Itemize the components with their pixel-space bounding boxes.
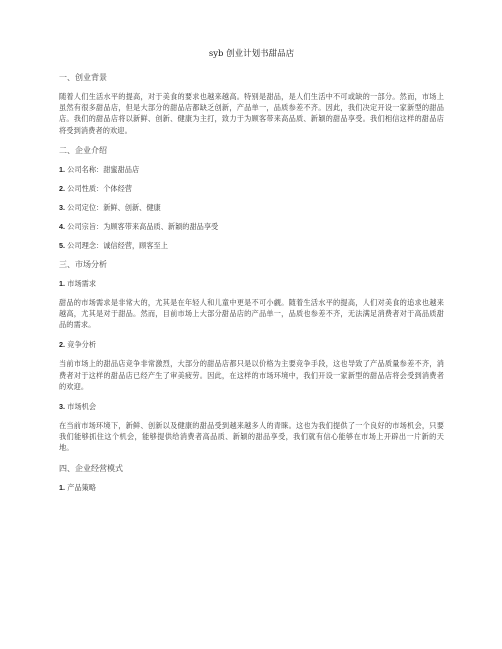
paragraph-background: 随着人们生活水平的提高，对于美食的要求也越来越高。特别是甜品，是人们生活中不可或缺的一部分。然而，市场上虽然有很多甜品店，但是大部分的甜品店都缺乏创新，产品单一，品质参差不齐。因此，我们决定开设一家新型的甜品店。我们的甜品店将以新鲜、创新、健康为主打，致力于为顾客带来高品质、新颖的甜品享受。我们相信这样的甜品店将受到消费者的欢迎。 <box>59 92 444 135</box>
section-heading-business-model: 四、企业经营模式 <box>59 463 123 473</box>
item-text: 公司性质：个体经营 <box>67 183 132 193</box>
document-page <box>59 48 444 501</box>
list-item <box>59 221 444 232</box>
item-text: 公司理念：诚信经营，顾客至上 <box>67 240 168 250</box>
sub-number: 3. <box>59 402 65 412</box>
sub-label: 产品策略 <box>67 482 97 492</box>
sub-label: 市场机会 <box>67 402 97 412</box>
item-text: 公司定位：新鲜、创新、健康 <box>67 202 161 212</box>
paragraph-opportunity: 在当前市场环境下，新鲜、创新以及健康的甜品受到越来越多人的青睐。这也为我们提供了一个良好的市场机会，只要我们能够抓住这个机会，能够提供给消费者高品质、新颖的甜品享受，我们就有信心能够在市场上开辟出一片新的天地。 <box>59 421 444 453</box>
subheading-product-strategy <box>59 482 444 493</box>
section-heading-company: 二、企业介绍 <box>59 145 107 155</box>
item-text: 公司名称：甜蜜甜品店 <box>67 164 140 174</box>
item-text: 公司宗旨：为顾客带来高品质、新颖的甜品享受 <box>67 221 219 231</box>
paragraph-demand: 甜品的市场需求是非常大的，尤其是在年轻人和儿童中更是不可小觑。随着生活水平的提高，人们对美食的追求也越来越高，尤其是对于甜品。然而，目前市场上大部分甜品店的产品单一，品质也参差不齐，无法满足消费者对于高品质甜品的需求。 <box>59 297 444 330</box>
item-number: 2. <box>59 183 65 193</box>
sub-label: 市场需求 <box>67 278 97 288</box>
item-number: 4. <box>59 221 65 231</box>
sub-number: 1. <box>59 482 65 492</box>
subheading-competition <box>59 339 444 350</box>
item-number: 5. <box>59 240 65 250</box>
list-item <box>59 202 444 213</box>
paragraph-competition: 当前市场上的甜品店竞争非常激烈，大部分的甜品店都只是以价格为主要竞争手段，这也导致了产品质量参差不齐，消费者对于这样的甜品店已经产生了审美疲劳。因此，在这样的市场环境中，我们开设一家新型的甜品店将会受到消费者的欢迎。 <box>59 359 444 391</box>
list-item <box>59 164 444 175</box>
document-title: syb 创业计划书甜品店 <box>208 49 295 59</box>
item-number: 1. <box>59 164 65 174</box>
list-item <box>59 240 444 251</box>
section-heading-market: 三、市场分析 <box>59 259 107 269</box>
item-number: 3. <box>59 202 65 212</box>
section-heading-background: 一、创业背景 <box>59 73 107 82</box>
subheading-demand <box>59 278 444 289</box>
sub-label: 竞争分析 <box>67 340 97 350</box>
list-item <box>59 183 444 194</box>
sub-number: 2. <box>59 340 65 350</box>
sub-number: 1. <box>59 278 65 288</box>
subheading-opportunity <box>59 401 444 412</box>
